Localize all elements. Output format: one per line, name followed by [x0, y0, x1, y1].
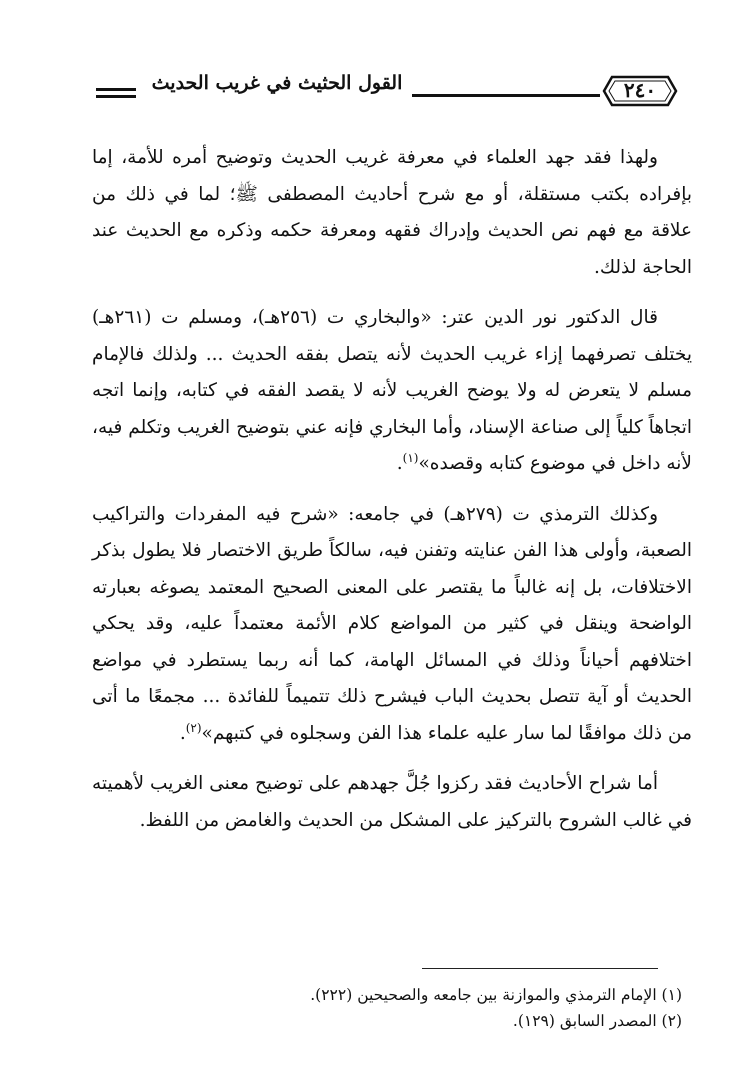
footnote-mark: (٢) — [185, 720, 202, 735]
page-number: ٢٤٠ — [623, 78, 657, 102]
main-text — [92, 140, 692, 853]
paragraph: ولهذا فقد جهد العلماء في معرفة غريب الحديث وتوضيح أمره للأمة، إما بإفراده بكتب مستقلة، أو مع شرح أحاديث المصطفى ﷺ؛ لما في ذلك من علاقة مع فهم نص الحديث وإدراك فقهه ومعرفة حكمه وذكره مع الحديث عند الحاجة لذلك. — [92, 147, 692, 278]
footnote-mark: (١) — [402, 450, 419, 465]
header-double-rule — [96, 88, 136, 91]
header-title: القول الحثيث في غريب الحديث — [151, 72, 403, 94]
page-number-ornament — [602, 74, 678, 108]
paragraph-text: وكذلك الترمذي ت (٢٧٩هـ) في جامعه: «شرح فيه المفردات والتراكيب الصعبة، وأولى هذا الفن عنايته وتفنن فيه، سالكاً طريق الاختصار فلا يطول بذكر الاختلافات، بل إنه غالباً ما يقتصر على المعنى الصحيح المعتمد يصوغه بعبارته الواضحة وينقل في كثير من المواضع كلام الأئمة معتمداً عليه، وقد يحكي اختلافهم أحياناً وذلك في المسائل الهامة، كما أنه ربما يستطرد في مواضع الحديث أو آية تتصل بحديث الباب فيشرح ذلك تتميماً للفائدة ... مجمعًا ما أتى من ذلك موافقًا لما سار عليه علماء هذا الفن وسجلوه في كتبهم» — [92, 503, 692, 744]
sentence-end: . — [396, 453, 403, 474]
sentence-end: . — [179, 722, 186, 744]
header-rule — [412, 94, 600, 97]
footnote: (١) الإمام الترمذي والموازنة بين جامعه والصحيحين (٢٢٢). — [310, 986, 682, 1004]
footnote: (٢) المصدر السابق (١٢٩). — [512, 1012, 682, 1030]
paragraph — [92, 497, 692, 753]
paragraph: أما شراح الأحاديث فقد ركزوا جُلَّ جهدهم على توضيح معنى الغريب لأهميته في غالب الشروح بالتركيز على المشكل من الحديث والغامض من اللفظ. — [92, 773, 692, 831]
paragraph-text: قال الدكتور نور الدين عتر: «والبخاري ت (٢٥٦هـ)، ومسلم ت (٢٦١هـ) يختلف تصرفهما إزاء غريب الحديث لأنه يتصل بفقه الحديث ... ولذلك فالإمام مسلم لا يتعرض له ولا يوضح الغريب لأنه لا يقصد الفقه في كتابه، وإنما اتجه اتجاهاً كلياً إلى صناعة الإسناد، وأما البخاري فإنه عني بتوضيح الغريب وتكلم فيه، لأنه داخل في موضوع كتابه وقصده» — [92, 307, 692, 474]
footnotes — [160, 982, 682, 1034]
footnote-separator — [422, 968, 658, 969]
running-header — [90, 68, 682, 112]
paragraph — [92, 300, 692, 483]
